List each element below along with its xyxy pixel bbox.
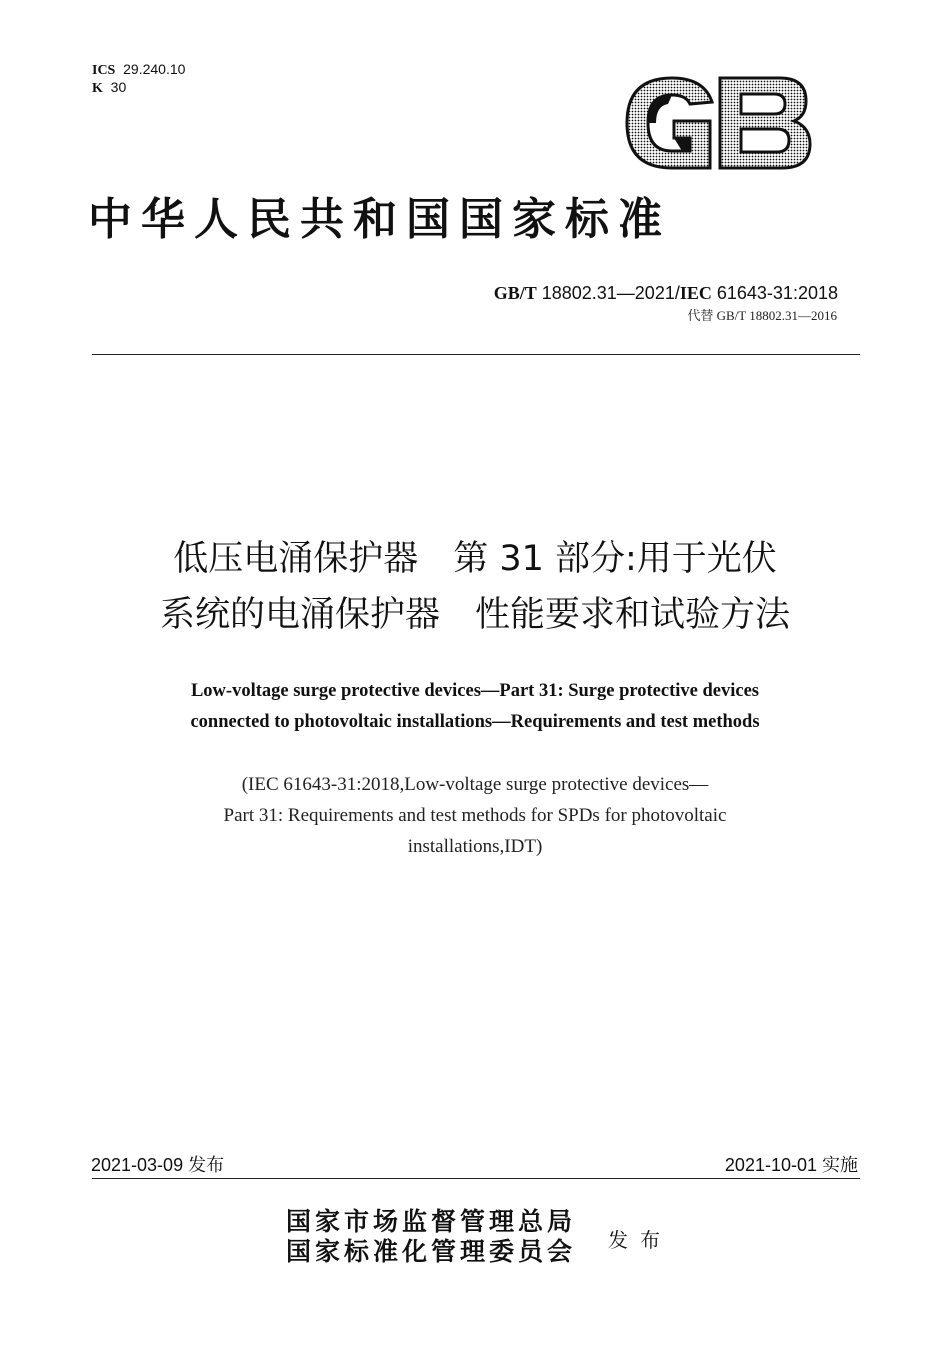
iec-reference-line-2: Part 31: Requirements and test methods for SPDs for photovoltaic: [223, 805, 727, 826]
chinese-title: [60, 531, 890, 643]
english-title: [60, 676, 890, 738]
publisher-2: 国家标准化管理委员会: [286, 1237, 577, 1266]
chinese-title-line-2: 系统的电涌保护器 性能要求和试验方法: [159, 595, 790, 635]
iec-reference-line-1: (IEC 61643-31:2018,Low-voltage surge protective devices—: [241, 774, 709, 795]
english-title-line-2: connected to photovoltaic installations—Requirements and test methods: [190, 712, 760, 732]
bottom-divider: [92, 1178, 860, 1179]
issue-date: 2021-03-09 发布: [91, 1155, 225, 1175]
iec-reference: [60, 769, 890, 862]
gb-logo-icon: [622, 74, 812, 172]
english-title-line-1: Low-voltage surge protective devices—Part 31: Surge protective devices: [190, 681, 760, 701]
national-standard-title: 中华人民共和国国家标准: [88, 194, 671, 245]
standard-number: GB/T 18802.31—2021/IEC 61643-31:2018: [493, 283, 838, 303]
publishers: [286, 1207, 576, 1267]
publish-label: 发布: [608, 1228, 672, 1252]
iec-reference-line-3: installations,IDT): [407, 836, 543, 857]
publisher-1: 国家市场监督管理总局: [286, 1207, 577, 1236]
chinese-title-line-1: 低压电涌保护器 第 31 部分:用于光伏: [173, 539, 777, 579]
implementation-date: 2021-10-01 实施: [724, 1155, 858, 1175]
top-divider: [92, 354, 860, 355]
ics-code: ICS 29.240.10: [92, 61, 186, 78]
ics-classification: [92, 61, 185, 97]
gb-logo: [622, 74, 812, 172]
k-code: K 30: [92, 79, 127, 96]
replaces-standard: 代替 GB/T 18802.31—2016: [687, 308, 837, 323]
